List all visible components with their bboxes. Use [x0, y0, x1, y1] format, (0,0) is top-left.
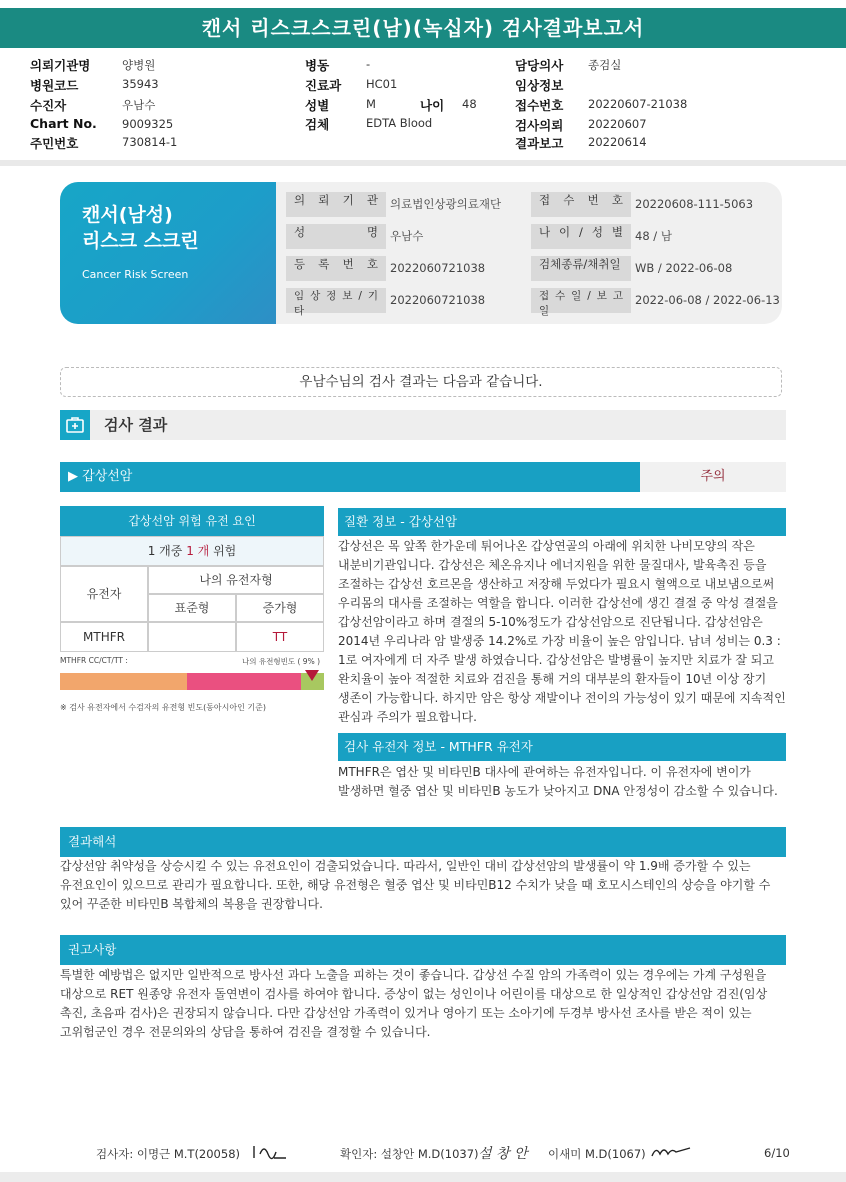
- text-line: 내분비기관입니다. 갑상선은 체온유지나 에너지원을 위한 물질대사, 발육촉진 등을: [338, 558, 767, 572]
- meta-value: -: [366, 57, 371, 71]
- section-header: [60, 410, 786, 440]
- gene-info-title: 검사 유전자 정보 - MTHFR 유전자: [338, 733, 786, 761]
- risk-count-suffix: 위험: [213, 544, 237, 558]
- info-label: 나 이 / 성 별: [531, 224, 631, 249]
- cancer-name: ▶ 갑상선암: [60, 462, 640, 492]
- col-standard-header: 표준형: [148, 594, 236, 622]
- risk-count-prefix: 1 개중: [147, 544, 183, 558]
- meta-label: 담당의사: [515, 58, 564, 73]
- confirmer-signature: 설 창 안: [478, 1146, 528, 1162]
- risk-title: 갑상선암 위험 유전 요인: [60, 506, 324, 536]
- col-increase-header: 증가형: [236, 594, 324, 622]
- meta-value: 우남수: [122, 98, 156, 112]
- meta-label: 수진자: [30, 98, 67, 113]
- text-line: 갑상선암이라고 하며 결절의 5-10%정도가 갑상선암으로 진단됩니다. 갑상선암은: [338, 615, 763, 629]
- meta-value: 종검실: [588, 58, 622, 72]
- gene-name: MTHFR: [60, 622, 148, 652]
- text-line: MTHFR은 엽산 및 비타민B 대사에 관여하는 유전자입니다. 이 유전자에 변이가: [338, 765, 751, 779]
- report-meta: [0, 54, 846, 154]
- info-label: 성 명: [286, 224, 386, 249]
- col-gene-header: 유전자: [60, 566, 148, 622]
- my-genotype-marker-icon: [305, 670, 319, 681]
- meta-label: 검사의뢰: [515, 118, 564, 133]
- meta-label: 검체: [305, 117, 330, 132]
- banner-title-2: 리스크 스크린: [82, 230, 199, 252]
- meta-value: HC01: [366, 77, 398, 91]
- text-line: 1로 여자에게 더 자주 발생 하였습니다. 갑상선암은 발병률이 높지만 치료가 잘 되고: [338, 653, 774, 667]
- text-line: 완치율이 높아 적절한 치료와 검진을 통해 거의 대부분의 환자들이 10년 이상 장기: [338, 672, 767, 686]
- meta-value: M: [366, 97, 376, 111]
- meta-label: 성별: [305, 98, 330, 113]
- divider: [0, 160, 846, 166]
- disease-info-title: 질환 정보 - 갑상선암: [338, 508, 786, 536]
- report-banner: [60, 182, 782, 324]
- info-value: 2022060721038: [390, 261, 486, 275]
- risk-count: [60, 536, 324, 566]
- status-badge: 주의: [640, 462, 786, 492]
- standard-value: [148, 622, 236, 652]
- info-label: 접 수 일 / 보 고 일: [531, 288, 631, 313]
- info-value: 20220608-111-5063: [635, 197, 754, 211]
- examiner-name: 검사자: 이명근 M.T(20058): [96, 1147, 240, 1161]
- meta-value: 양병원: [122, 58, 156, 72]
- banner-subtitle: Cancer Risk Screen: [82, 268, 189, 281]
- meta-value: 20220607-21038: [588, 97, 688, 111]
- report-footer: [0, 1140, 846, 1170]
- greeting-text: 우남수님의 검사 결과는 다음과 같습니다.: [60, 367, 782, 397]
- meta-value: 9009325: [122, 117, 174, 131]
- text-line: 특별한 예방법은 없지만 일반적으로 방사선 과다 노출을 피하는 것이 좋습니다. 갑상선 수질 암의 가족력이 있는 경우에는 가계 구성원을: [60, 968, 767, 982]
- section-title: 검사 결과: [104, 416, 168, 434]
- confirmer-name: 확인자: 설창안 M.D(1037): [340, 1147, 479, 1161]
- freq-label-left: MTHFR CC/CT/TT :: [60, 656, 128, 665]
- gene-info-text: [338, 763, 786, 801]
- meta-value: EDTA Blood: [366, 116, 433, 130]
- banner-brand: [60, 182, 276, 324]
- freq-segment-cc: [60, 673, 187, 690]
- info-value: 우남수: [390, 229, 424, 243]
- text-line: 유전요인이 있으므로 관리가 필요합니다. 또한, 해당 유전형은 혈중 엽산 및 비타민B12 수치가 낮을 때 호모시스테인의 상승을 야기할 수: [60, 878, 771, 892]
- frequency-note: ※ 검사 유전자에서 수검자의 유전형 빈도(동아시아인 기준): [60, 703, 266, 712]
- doctor2-signature: [650, 1142, 692, 1165]
- page-number: 6/10: [764, 1146, 790, 1160]
- meta-label: 주민번호: [30, 136, 79, 151]
- recommendation-text: [60, 966, 786, 1042]
- meta-label: 결과보고: [515, 136, 564, 151]
- info-label: 접 수 번 호: [531, 192, 631, 217]
- banner-title-1: 캔서(남성): [82, 204, 173, 226]
- text-line: 있어 꾸준한 비타민B 복합체의 복용을 권장합니다.: [60, 897, 323, 911]
- text-line: 생존이 가능합니다. 하지만 암은 항상 재발이나 전이의 가능성이 있기 때문에 지속적인: [338, 691, 786, 705]
- interpretation-text: [60, 857, 786, 914]
- text-line: 갑상선암 취약성을 상승시킬 수 있는 유전요인이 검출되었습니다. 따라서, 일반인 대비 갑상선암의 발생률이 약 1.9배 증가할 수 있는: [60, 859, 751, 873]
- recommendation-title: 권고사항: [60, 935, 786, 965]
- text-line: 관심과 주의가 필요합니다.: [338, 710, 477, 724]
- freq-segment-ct: [187, 673, 301, 690]
- text-line: 고위험군인 경우 전문의와의 상담을 통하여 검진을 결정할 수 있습니다.: [60, 1025, 431, 1039]
- info-label: 등 록 번 호: [286, 256, 386, 281]
- text-line: 조절하는 갑상선 호르몬을 생산하고 저장해 두었다가 필요시 혈액으로 내보냄으로써: [338, 577, 775, 591]
- disease-info-text: [338, 537, 786, 727]
- meta-value: 20220614: [588, 135, 647, 149]
- freq-label-right: 나의 유전형빈도 ( 9% ): [242, 657, 321, 666]
- meta-label: 진료과: [305, 78, 342, 93]
- info-value: 48 / 남: [635, 229, 672, 243]
- meta-label: 접수번호: [515, 98, 564, 113]
- info-label: 의 뢰 기 관: [286, 192, 386, 217]
- increase-value: TT: [236, 622, 324, 652]
- meta-age-label: 나이: [420, 98, 445, 113]
- meta-label: 병동: [305, 58, 330, 73]
- meta-label: 병원코드: [30, 78, 79, 93]
- info-label: 검체종류/채취일: [531, 256, 631, 281]
- meta-value: 730814-1: [122, 135, 178, 149]
- text-line: 촉진, 초음파 검사)은 권장되지 않습니다. 다만 갑상선암 가족력이 있거나 영아기 또는 소아기에 두경부 방사선 조사를 받은 적이 있는: [60, 1006, 752, 1020]
- info-value: 2022060721038: [390, 293, 486, 307]
- meta-label: Chart No.: [30, 116, 97, 131]
- meta-label: 임상정보: [515, 78, 564, 93]
- bottom-divider: [0, 1172, 846, 1182]
- text-line: 우리몸의 대사를 조절하는 역할을 합니다. 이러한 갑상선에 생긴 결절 중 악성 결절을: [338, 596, 778, 610]
- meta-value: 35943: [122, 77, 159, 91]
- meta-age-value: 48: [462, 97, 477, 111]
- info-label: 임 상 정 보 / 기 타: [286, 288, 386, 313]
- text-line: 갑상선은 목 앞쪽 한가운데 튀어나온 갑상연골의 아래에 위치한 나비모양의 작은: [338, 539, 755, 553]
- examiner-signature: [250, 1140, 290, 1167]
- meta-value: 20220607: [588, 117, 647, 131]
- text-line: 대상으로 RET 원종양 유전자 돌연변이 검사를 하여야 합니다. 증상이 없는 성인이나 어린이를 대상으로 한 일상적인 갑상선암 검진(임상: [60, 987, 768, 1001]
- info-value: WB / 2022-06-08: [635, 261, 733, 275]
- info-value: 의료법인상광의료재단: [390, 197, 502, 211]
- col-my-genotype-header: 나의 유전자형: [148, 566, 324, 594]
- text-line: 발생하면 혈중 엽산 및 비타민B 농도가 낮아지고 DNA 안정성이 감소할 수 있습니다.: [338, 784, 778, 798]
- doctor2-name: 이새미 M.D(1067): [548, 1147, 646, 1161]
- report-title: 캔서 리스크스크린(남)(녹십자) 검사결과보고서: [0, 8, 846, 48]
- risk-count-number: 1 개: [186, 544, 210, 558]
- info-value: 2022-06-08 / 2022-06-13: [635, 293, 780, 307]
- interpretation-title: 결과해석: [60, 827, 786, 857]
- meta-label: 의뢰기관명: [30, 58, 91, 73]
- genotype-frequency-bar: [60, 673, 324, 690]
- medical-kit-icon: [60, 410, 90, 440]
- text-line: 2014년 우리나라 암 발생중 14.2%로 가장 비율이 높은 암입니다. 남녀 성비는 0.3 :: [338, 634, 781, 648]
